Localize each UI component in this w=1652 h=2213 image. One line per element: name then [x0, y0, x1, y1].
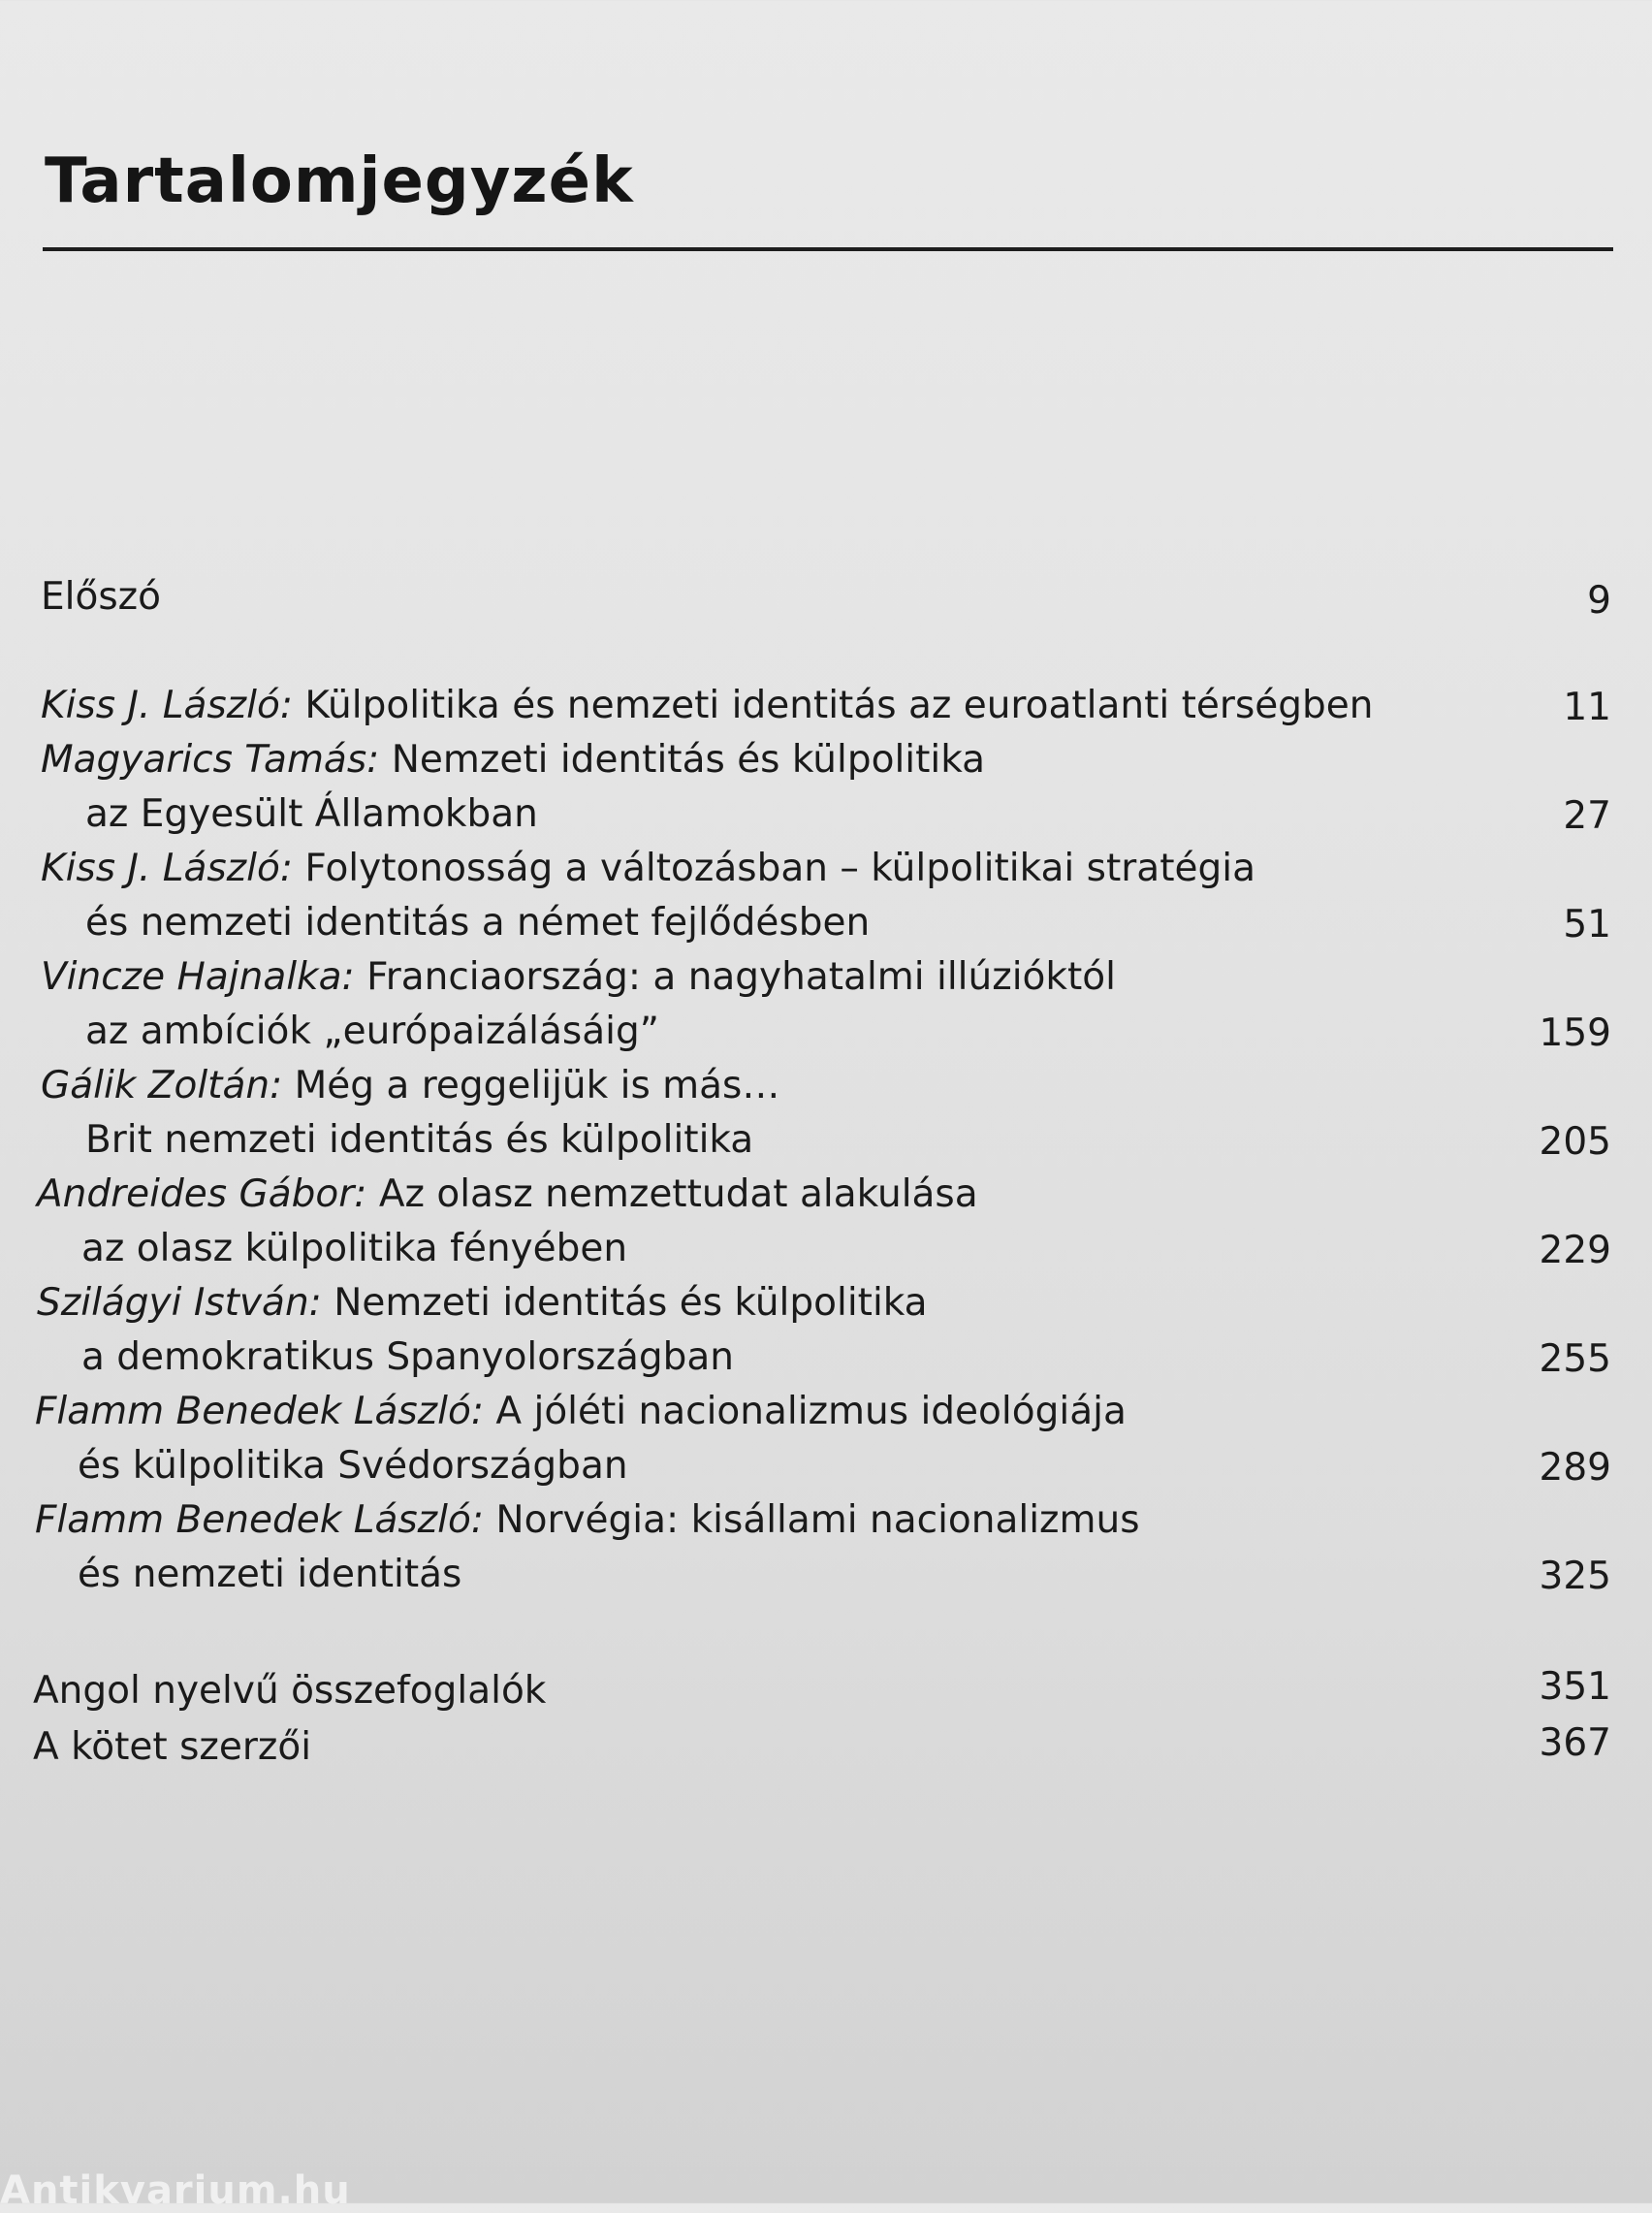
toc-entry-title-cont: a demokratikus Spanyolországban [81, 1335, 734, 1379]
toc-page-number: 159 [1539, 1011, 1611, 1055]
toc-entry-author: Magyarics Tamás: [41, 738, 380, 782]
toc-entry-title: Magyarics Tamás: Nemzeti identitás és külpolitika [41, 738, 986, 782]
page-title: Tartalomjegyzék [45, 145, 634, 217]
title-rule [43, 247, 1613, 251]
toc-entry-title-cont: az Egyesült Államokban [85, 792, 538, 836]
toc-entry-title: A kötet szerzői [33, 1725, 312, 1769]
toc-page-number: 289 [1539, 1446, 1611, 1490]
toc-entry-title: Kiss J. László: Folytonosság a változásban – külpolitikai stratégia [41, 847, 1255, 890]
toc-entry-title: Angol nyelvű összefoglalók [33, 1669, 547, 1713]
toc-page-number: 51 [1563, 903, 1611, 946]
toc-entry-author: Vincze Hajnalka: [41, 955, 355, 999]
toc-entry-author: Flamm Benedek László: [35, 1390, 484, 1433]
toc-entry-title-cont: az olasz külpolitika fényében [81, 1227, 628, 1270]
toc-page-number: 205 [1539, 1120, 1611, 1164]
toc-entry-author: Kiss J. László: [41, 684, 293, 727]
toc-entry-title: Szilágyi István: Nemzeti identitás és külpolitika [37, 1281, 928, 1325]
toc-entry-title-cont: és nemzeti identitás [78, 1553, 462, 1596]
toc-page-number: 229 [1539, 1229, 1611, 1272]
toc-page-number: 367 [1539, 1721, 1611, 1765]
site-watermark: Antikvarium.hu [0, 2168, 351, 2213]
toc-entry-author: Kiss J. László: [41, 847, 293, 890]
toc-page-number: 255 [1539, 1337, 1611, 1381]
toc-page-number: 27 [1563, 794, 1611, 838]
toc-page-number: 11 [1563, 686, 1611, 729]
toc-entry-title: Andreides Gábor: Az olasz nemzettudat alakulása [37, 1172, 978, 1216]
toc-entry-author: Gálik Zoltán: [41, 1064, 283, 1107]
toc-entry-title: Előszó [41, 575, 161, 619]
toc-entry-title-cont: és külpolitika Svédországban [78, 1444, 628, 1488]
toc-page-number: 9 [1587, 579, 1611, 623]
toc-page-number: 351 [1539, 1665, 1611, 1709]
toc-entry-title-cont: az ambíciók „európaizálásáig” [85, 1010, 659, 1053]
toc-entry-author: Andreides Gábor: [37, 1172, 367, 1216]
toc-entry-title-cont: Brit nemzeti identitás és külpolitika [85, 1118, 754, 1162]
toc-entry-author: Szilágyi István: [37, 1281, 322, 1325]
toc-entry-title: Vincze Hajnalka: Franciaország: a nagyhatalmi illúzióktól [41, 955, 1116, 999]
toc-entry-title: Kiss J. László: Külpolitika és nemzeti identitás az euroatlanti térségben [41, 684, 1374, 727]
toc-entry-title: Flamm Benedek László: A jóléti nacionalizmus ideológiája [35, 1390, 1127, 1433]
toc-entry-author: Flamm Benedek László: [35, 1498, 484, 1542]
toc-entry-title-cont: és nemzeti identitás a német fejlődésben [85, 901, 871, 945]
toc-entry-title: Flamm Benedek László: Norvégia: kisállami nacionalizmus [35, 1498, 1140, 1542]
toc-page-number: 325 [1539, 1555, 1611, 1598]
toc-entry-title: Gálik Zoltán: Még a reggelijük is más… [41, 1064, 780, 1107]
